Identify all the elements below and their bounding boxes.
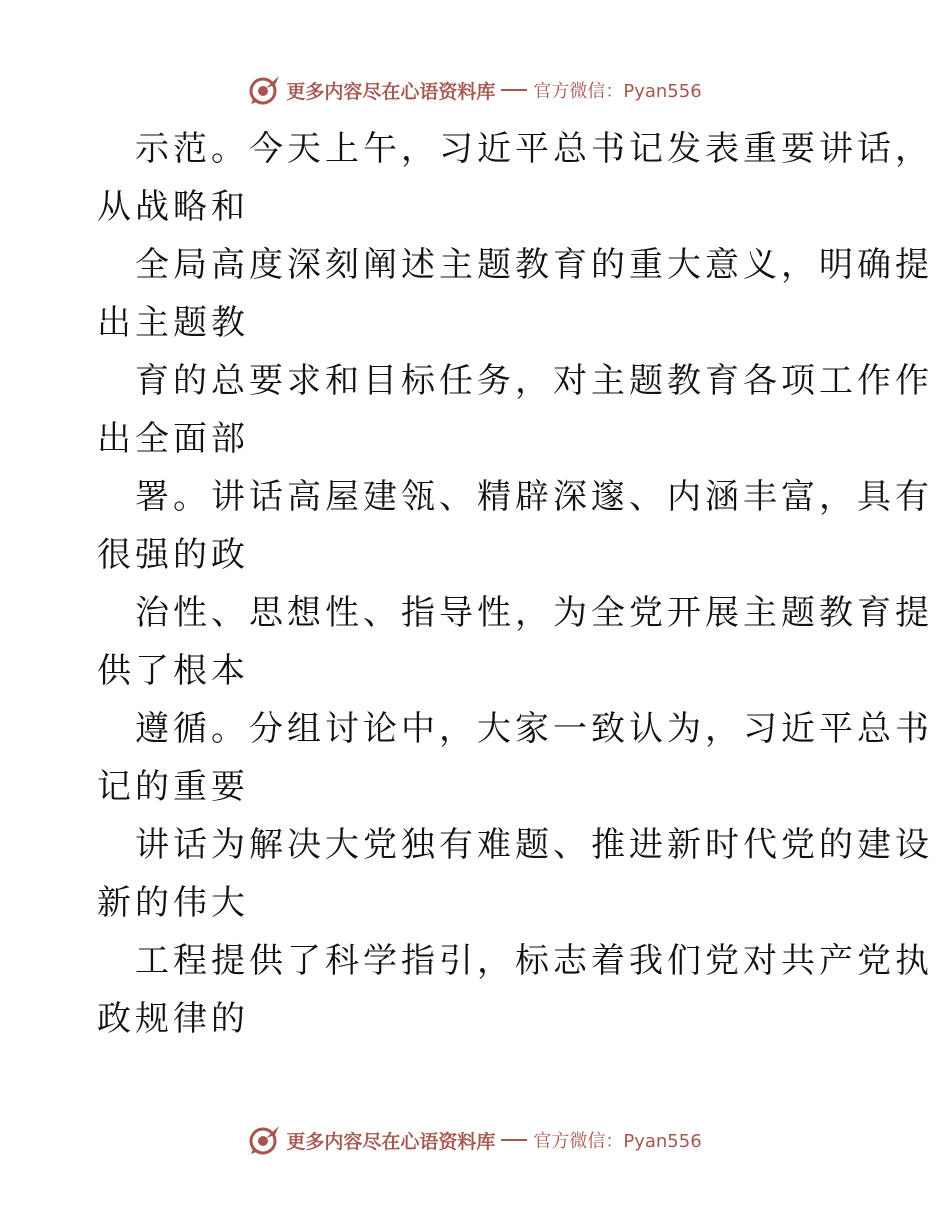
text-line: 出主题教 [97, 303, 249, 343]
text-line: 政规律的 [97, 999, 249, 1039]
text-line: 出全面部 [97, 419, 249, 459]
banner-divider [501, 1139, 527, 1141]
text-line: 遵循。分组讨论中，大家一致认为，习近平总书 [135, 709, 933, 749]
banner-wechat: 官方微信：Pyan556 [533, 81, 702, 102]
text-line: 从战略和 [97, 187, 249, 227]
text-line: 很强的政 [97, 535, 249, 575]
text-line: 工程提供了科学指引，标志着我们党对共产党执 [135, 941, 933, 981]
text-line: 供了根本 [97, 651, 249, 691]
text-line: 新的伟大 [97, 883, 249, 923]
text-line: 署。讲话高屋建瓴、精辟深邃、内涵丰富，具有 [135, 477, 933, 517]
banner-text: 更多内容尽在心语资料库 [286, 1130, 496, 1153]
quill-ink-logo-icon [248, 73, 282, 107]
banner-text: 更多内容尽在心语资料库 [286, 80, 496, 103]
footer-banner [0, 1120, 950, 1160]
text-line: 全局高度深刻阐述主题教育的重大意义，明确提 [135, 245, 933, 285]
document-body [97, 120, 933, 1048]
text-line: 治性、思想性、指导性，为全党开展主题教育提 [135, 593, 933, 633]
text-line: 讲话为解决大党独有难题、推进新时代党的建设 [135, 825, 933, 865]
text-line: 记的重要 [97, 767, 249, 807]
header-banner [0, 70, 950, 110]
text-line: 育的总要求和目标任务，对主题教育各项工作作 [135, 361, 933, 401]
text-line: 示范。今天上午，习近平总书记发表重要讲话， [135, 129, 933, 169]
quill-ink-logo-icon [248, 1123, 282, 1157]
banner-divider [501, 89, 527, 91]
banner-wechat: 官方微信：Pyan556 [533, 1131, 702, 1152]
